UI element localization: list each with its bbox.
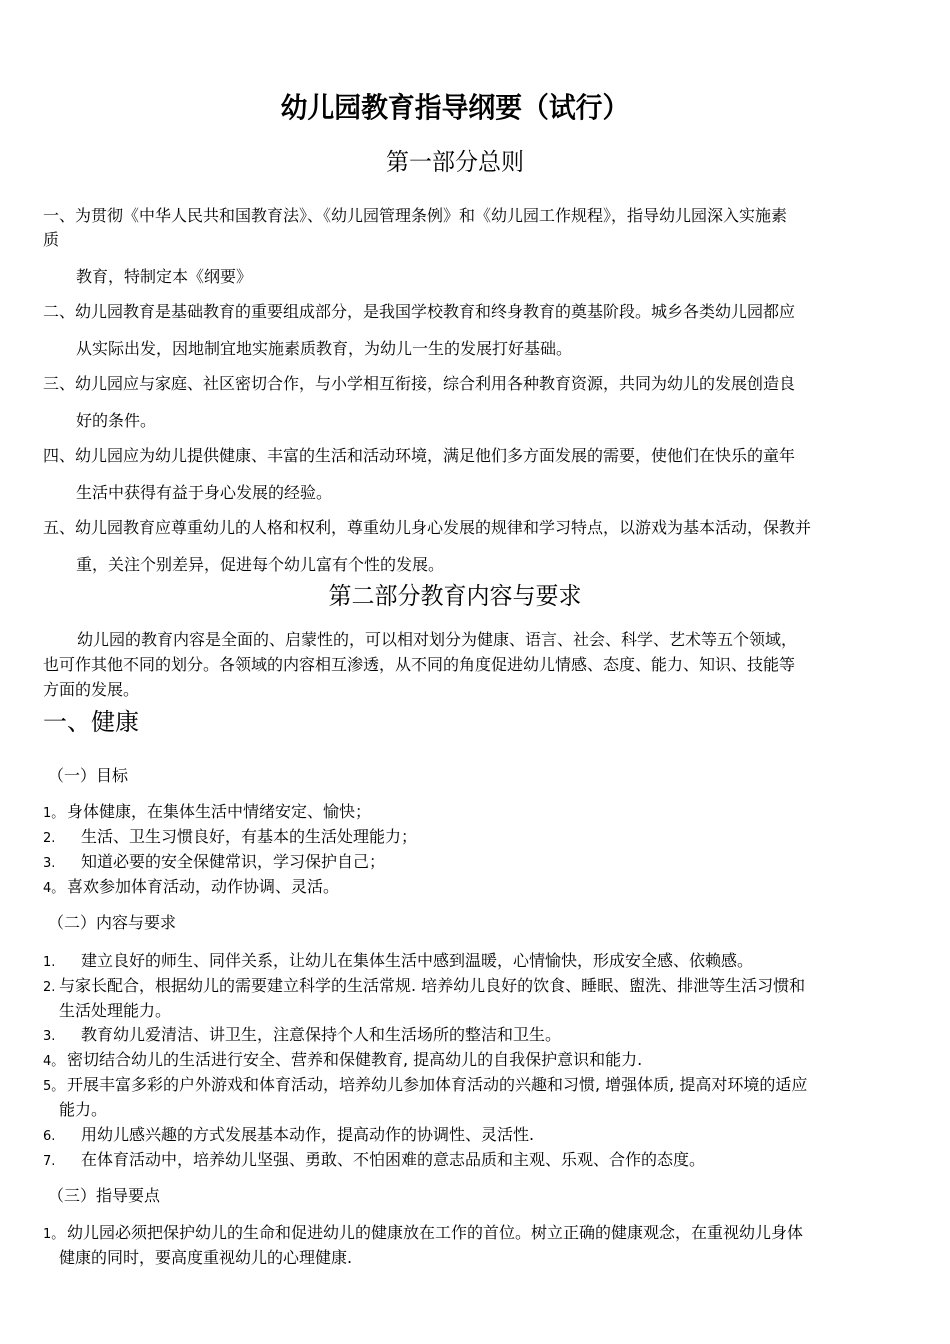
part1-heading: 第一部分总则 [386,148,524,176]
content-item-1 [43,949,753,975]
part1-line-8: 四、幼儿园应为幼儿提供健康、丰富的生活和活动环境，满足他们多方面发展的需要，使他们在快乐的童年 [43,446,796,465]
guidance-item-number: 1。 [43,1227,65,1242]
part1-line-6: 三、幼儿园应与家庭、社区密切合作，与小学相互衔接，综合利用各种教育资源，共同为幼儿的发展创造良 [43,374,796,393]
goal-item-number: 2. [43,831,56,846]
content-item-text: 教育幼儿爱清洁、讲卫生，注意保持个人和生活场所的整洁和卫生。 [81,1025,562,1044]
goal-item-text: 生活、卫生习惯良好，有基本的生活处理能力； [81,827,418,846]
content-item-7 [43,1148,705,1174]
content-item-6 [43,1123,534,1149]
goal-item-number: 3. [43,856,56,871]
content-item-text: 密切结合幼儿的生活进行安全、营养和保健教育, 提高幼儿的自我保护意识和能力. [67,1050,643,1069]
content-item-5 [43,1073,807,1099]
goal-item-text: 身体健康，在集体生活中情绪安定、愉快； [67,802,372,821]
part2-intro-line-1: 幼儿园的教育内容是全面的、启蒙性的，可以相对划分为健康、语言、社会、科学、艺术等五个领域， [77,630,798,649]
part1-line-10: 五、幼儿园教育应尊重幼儿的人格和权利，尊重幼儿身心发展的规律和学习特点，以游戏为基本活动，保教并 [43,518,812,537]
content-item-number: 7. [43,1154,56,1169]
content-item-number: 5。 [43,1079,65,1094]
part1-line-2: 质 [43,230,60,249]
goal-item-3 [43,850,385,876]
part1-line-1: 一、为贯彻《中华人民共和国教育法》、《幼儿园管理条例》和《幼儿园工作规程》，指导幼儿园深入实施素 [43,206,788,225]
part1-line-4: 二、幼儿园教育是基础教育的重要组成部分，是我国学校教育和终身教育的奠基阶段。城乡各类幼儿园都应 [43,302,796,321]
health-heading: 一、健康 [43,708,139,736]
content-item-3 [43,1023,561,1049]
goal-item-number: 1。 [43,806,65,821]
part2-intro-line-2: 也可作其他不同的划分。各领域的内容相互渗透，从不同的角度促进幼儿情感、态度、能力、知识、技能等 [43,655,796,674]
content-item-number: 2. [43,980,56,995]
content-heading: （二）内容与要求 [48,913,177,932]
goal-item-number: 4。 [43,881,65,896]
content-item-text: 在体育活动中，培养幼儿坚强、勇敢、不怕困难的意志品质和主观、乐观、合作的态度。 [81,1150,706,1169]
part1-line-9: 生活中获得有益于身心发展的经验。 [76,483,333,502]
content-item-4 [43,1048,642,1074]
content-item-number: 6. [43,1129,56,1144]
goal-item-text: 知道必要的安全保健常识，学习保护自己； [81,852,386,871]
goal-item-4 [43,875,339,901]
goal-item-1 [43,800,371,826]
part2-heading: 第二部分教育内容与要求 [328,582,582,610]
content-item-2 [43,974,805,1000]
goals-heading: （一）目标 [48,766,129,785]
goal-item-text: 喜欢参加体育活动，动作协调、灵活。 [67,877,340,896]
content-item-number: 4。 [43,1054,65,1069]
content-item-5-cont: 能力。 [59,1100,108,1119]
content-item-text: 用幼儿感兴趣的方式发展基本动作，提高动作的协调性、灵活性. [81,1125,535,1144]
content-item-text: 开展丰富多彩的户外游戏和体育活动，培养幼儿参加体育活动的兴趣和习惯, 增强体质, 提高对环境的适应 [67,1075,808,1094]
part1-line-11: 重，关注个别差异，促进每个幼儿富有个性的发展。 [76,555,445,574]
guidance-item-1-cont: 健康的同时，要高度重视幼儿的心理健康. [59,1248,353,1267]
content-item-2-cont: 生活处理能力。 [59,1001,172,1020]
guidance-item-1 [43,1221,803,1247]
content-item-text: 建立良好的师生、同伴关系，让幼儿在集体生活中感到温暖，心情愉快，形成安全感、依赖感。 [81,951,754,970]
content-item-text: 与家长配合，根据幼儿的需要建立科学的生活常规. 培养幼儿良好的饮食、睡眠、盥洗、排泄等生活习惯和 [59,976,806,995]
guidance-item-text: 幼儿园必须把保护幼儿的生命和促进幼儿的健康放在工作的首位。树立正确的健康观念，在重视幼儿身体 [67,1223,804,1242]
part1-line-5: 从实际出发，因地制宜地实施素质教育，为幼儿一生的发展打好基础。 [76,339,573,358]
part1-line-3: 教育，特制定本《纲要》 [76,267,253,286]
content-item-number: 1. [43,955,56,970]
guidance-heading: （三）指导要点 [48,1186,161,1205]
document-title: 幼儿园教育指导纲要（试行） [280,91,630,124]
content-item-number: 3. [43,1029,56,1044]
goal-item-2 [43,825,417,851]
part1-line-7: 好的条件。 [76,411,157,430]
part2-intro-line-3: 方面的发展。 [43,680,140,699]
